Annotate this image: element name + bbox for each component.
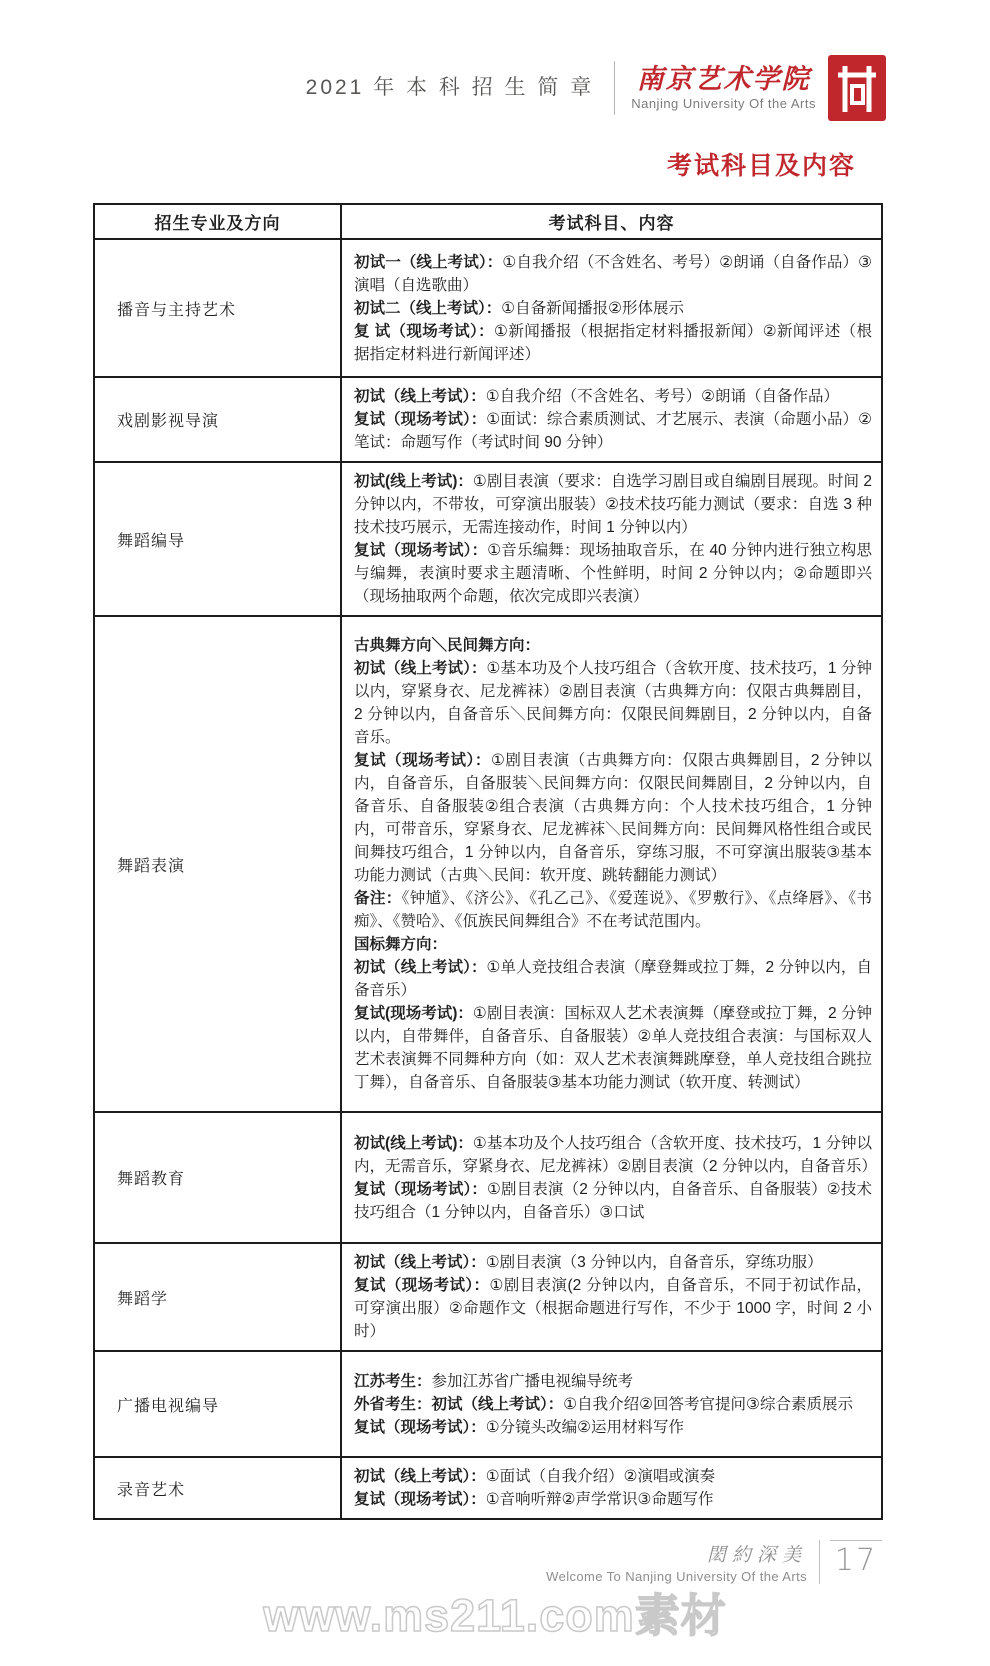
exam-content xyxy=(341,616,882,1112)
table-header-row xyxy=(94,204,882,239)
exam-paragraph: 复试（现场考试）：①分镜头改编②运用材料写作 xyxy=(354,1418,685,1436)
exam-paragraph: 复 试（现场考试）：①新闻播报（根据指定材料播报新闻）②新闻评述（根据指定材料进行新闻评述） xyxy=(354,322,872,363)
exam-paragraph: 初试(线上考试)：①剧目表演（要求：自选学习剧目或自编剧目展现。时间 2 分钟以内，不带妆，可穿演出服装）②技术技巧能力测试（要求：自选 3 种技术技巧展示，无需连接动作，时间 1 分钟以内） xyxy=(354,473,873,536)
exam-paragraph: 国标舞方向： xyxy=(354,936,448,953)
table-row xyxy=(94,1243,882,1351)
major-name: 舞蹈教育 xyxy=(94,1112,341,1243)
exam-paragraph: 复试（现场考试）：①音乐编舞：现场抽取音乐，在 40 分钟内进行独立构思与编舞，表演时要求主题清晰、个性鲜明，时间 2 分钟以内；②命题即兴（现场抽取两个命题，依次完成即兴表演） xyxy=(354,542,872,605)
site-watermark: www.ms211.com素材 xyxy=(263,1590,727,1641)
major-name: 播音与主持艺术 xyxy=(94,239,341,377)
exam-paragraph: 初试（线上考试）：①单人竞技组合表演（摩登舞或拉丁舞，2 分钟以内，自备音乐） xyxy=(354,959,872,999)
exam-content xyxy=(341,1112,882,1243)
exam-paragraph: 复试(现场考试)：①剧目表演：国标双人艺术表演舞（摩登或拉丁舞，2 分钟以内，自带舞伴，自备音乐、自备服装）②单人竞技组合表演：与国标双人艺术表演舞不同舞种方向（如：双人艺术表演舞跳摩登，单人竞技组合跳拉丁舞），自备音乐、自备服装③基本功能力测试（软开度、转测试） xyxy=(354,1005,872,1091)
column-header-major: 招生专业及方向 xyxy=(94,204,341,239)
brochure-title: 2021 年 本 科 招 生 简 章 xyxy=(305,76,595,99)
exam-paragraph: 复试（现场考试）：①剧目表演(2 分钟以内，自备音乐，不同于初试作品，可穿演出服）②命题作文（根据命题进行写作，不少于 1000 字，时间 2 小时） xyxy=(354,1277,872,1340)
school-motto: 閎約深美 xyxy=(706,1544,807,1566)
exam-paragraph: 初试（线上考试）：①基本功及个人技巧组合（含软开度、技术技巧，1 分钟以内，穿紧身衣、尼龙裤袜）②剧目表演（古典舞方向：仅限古典舞剧目，2 分钟以内，自备音乐＼民间舞方向：仅限民间舞剧目，2 分钟以内，自备音乐。 xyxy=(354,660,872,746)
exam-content xyxy=(341,462,882,616)
table-row xyxy=(94,616,882,1112)
major-name: 舞蹈表演 xyxy=(94,616,341,1112)
exam-table-body xyxy=(94,239,882,1519)
exam-content xyxy=(341,1351,882,1457)
table-row xyxy=(94,1112,882,1243)
exam-content xyxy=(341,1457,882,1519)
table-row xyxy=(94,239,882,377)
table-row xyxy=(94,377,882,462)
exam-subjects-table xyxy=(93,203,883,1520)
column-header-content: 考试科目、内容 xyxy=(341,204,882,239)
exam-paragraph: 复试（现场考试）：①剧目表演（2 分钟以内，自备音乐、自备服装）②技术技巧组合（1 分钟以内，自备音乐）③口试 xyxy=(354,1180,872,1221)
exam-paragraph: 复试（现场考试）：①音响听辩②声学常识③命题写作 xyxy=(354,1491,714,1508)
major-name: 广播电视编导 xyxy=(94,1351,341,1457)
exam-paragraph: 初试（线上考试）：①剧目表演（3 分钟以内，自备音乐，穿练功服） xyxy=(354,1254,823,1271)
header-divider xyxy=(614,61,615,115)
exam-paragraph: 外省考生：初试（线上考试）：①自我介绍②回答考官提问③综合素质展示 xyxy=(354,1395,853,1413)
exam-content xyxy=(341,377,882,462)
table-row xyxy=(94,1351,882,1457)
university-logo xyxy=(631,65,816,112)
exam-paragraph: 初试（线上考试）：①面试（自我介绍）②演唱或演奏 xyxy=(354,1468,716,1485)
section-title: 考试科目及内容 xyxy=(666,152,856,180)
exam-paragraph: 复试（现场考试）：①剧目表演（古典舞方向：仅限古典舞剧目，2 分钟以内，自备音乐，自备服装＼民间舞方向：仅限民间舞剧目，2 分钟以内，自备音乐、自备服装②组合表演（古典舞方向：个人技术技巧组合，1 分钟内，可带音乐，穿紧身衣、尼龙裤袜＼民间舞方向：民间舞风格性组合或民间舞技巧组合，1 分钟以内，自备音乐，穿练习服，不可穿演出服装③基本功能力测试（古典＼民间：软开度、跳转翻能力测试） xyxy=(354,752,872,884)
page-footer xyxy=(546,1540,886,1584)
major-name: 舞蹈编导 xyxy=(94,462,341,616)
exam-paragraph: 初试二（线上考试）：①自备新闻播报②形体展示 xyxy=(354,299,685,317)
exam-paragraph: 初试（线上考试）：①自我介绍（不含姓名、考号）②朗诵（自备作品） xyxy=(354,388,840,405)
major-name: 舞蹈学 xyxy=(94,1243,341,1351)
exam-paragraph: 复试（现场考试）：①面试：综合素质测试、才艺展示、表演（命题小品）②笔试：命题写作（考试时间 90 分钟） xyxy=(354,411,872,451)
page-number: 17 xyxy=(834,1543,878,1578)
footer-text-block xyxy=(546,1540,819,1584)
major-name: 戏剧影视导演 xyxy=(94,377,341,462)
table-row xyxy=(94,462,882,616)
exam-paragraph: 初试一（线上考试）：①自我介绍（不含姓名、考号）②朗诵（自备作品）③演唱（自选歌曲） xyxy=(354,253,872,294)
exam-paragraph: 初试(线上考试)：①基本功及个人技巧组合（含软开度、技术技巧，1 分钟以内，无需音乐，穿紧身衣、尼龙裤袜）②剧目表演（2 分钟以内，自备音乐） xyxy=(354,1134,877,1175)
table-row xyxy=(94,1457,882,1519)
page-number-rule xyxy=(830,1540,882,1541)
university-name-cn: 南京艺术学院 xyxy=(636,63,811,95)
page-number-block xyxy=(820,1540,886,1584)
footer-welcome-text: Welcome To Nanjing University Of the Arts xyxy=(546,1569,807,1584)
exam-paragraph: 备注：《钟馗》、《济公》、《孔乙己》、《爱莲说》、《罗敷行》、《点绛唇》、《书痴》、《赞哈》、《佤族民间舞组合》不在考试范围内。 xyxy=(354,890,872,930)
exam-paragraph: 古典舞方向＼民间舞方向： xyxy=(354,637,541,654)
major-name: 录音艺术 xyxy=(94,1457,341,1519)
university-name-en: Nanjing University Of the Arts xyxy=(631,96,816,112)
exam-content xyxy=(341,1243,882,1351)
page-header xyxy=(306,55,886,121)
university-seal-icon xyxy=(828,55,886,121)
exam-content xyxy=(341,239,882,377)
exam-paragraph: 江苏考生：参加江苏省广播电视编导统考 xyxy=(354,1372,634,1390)
